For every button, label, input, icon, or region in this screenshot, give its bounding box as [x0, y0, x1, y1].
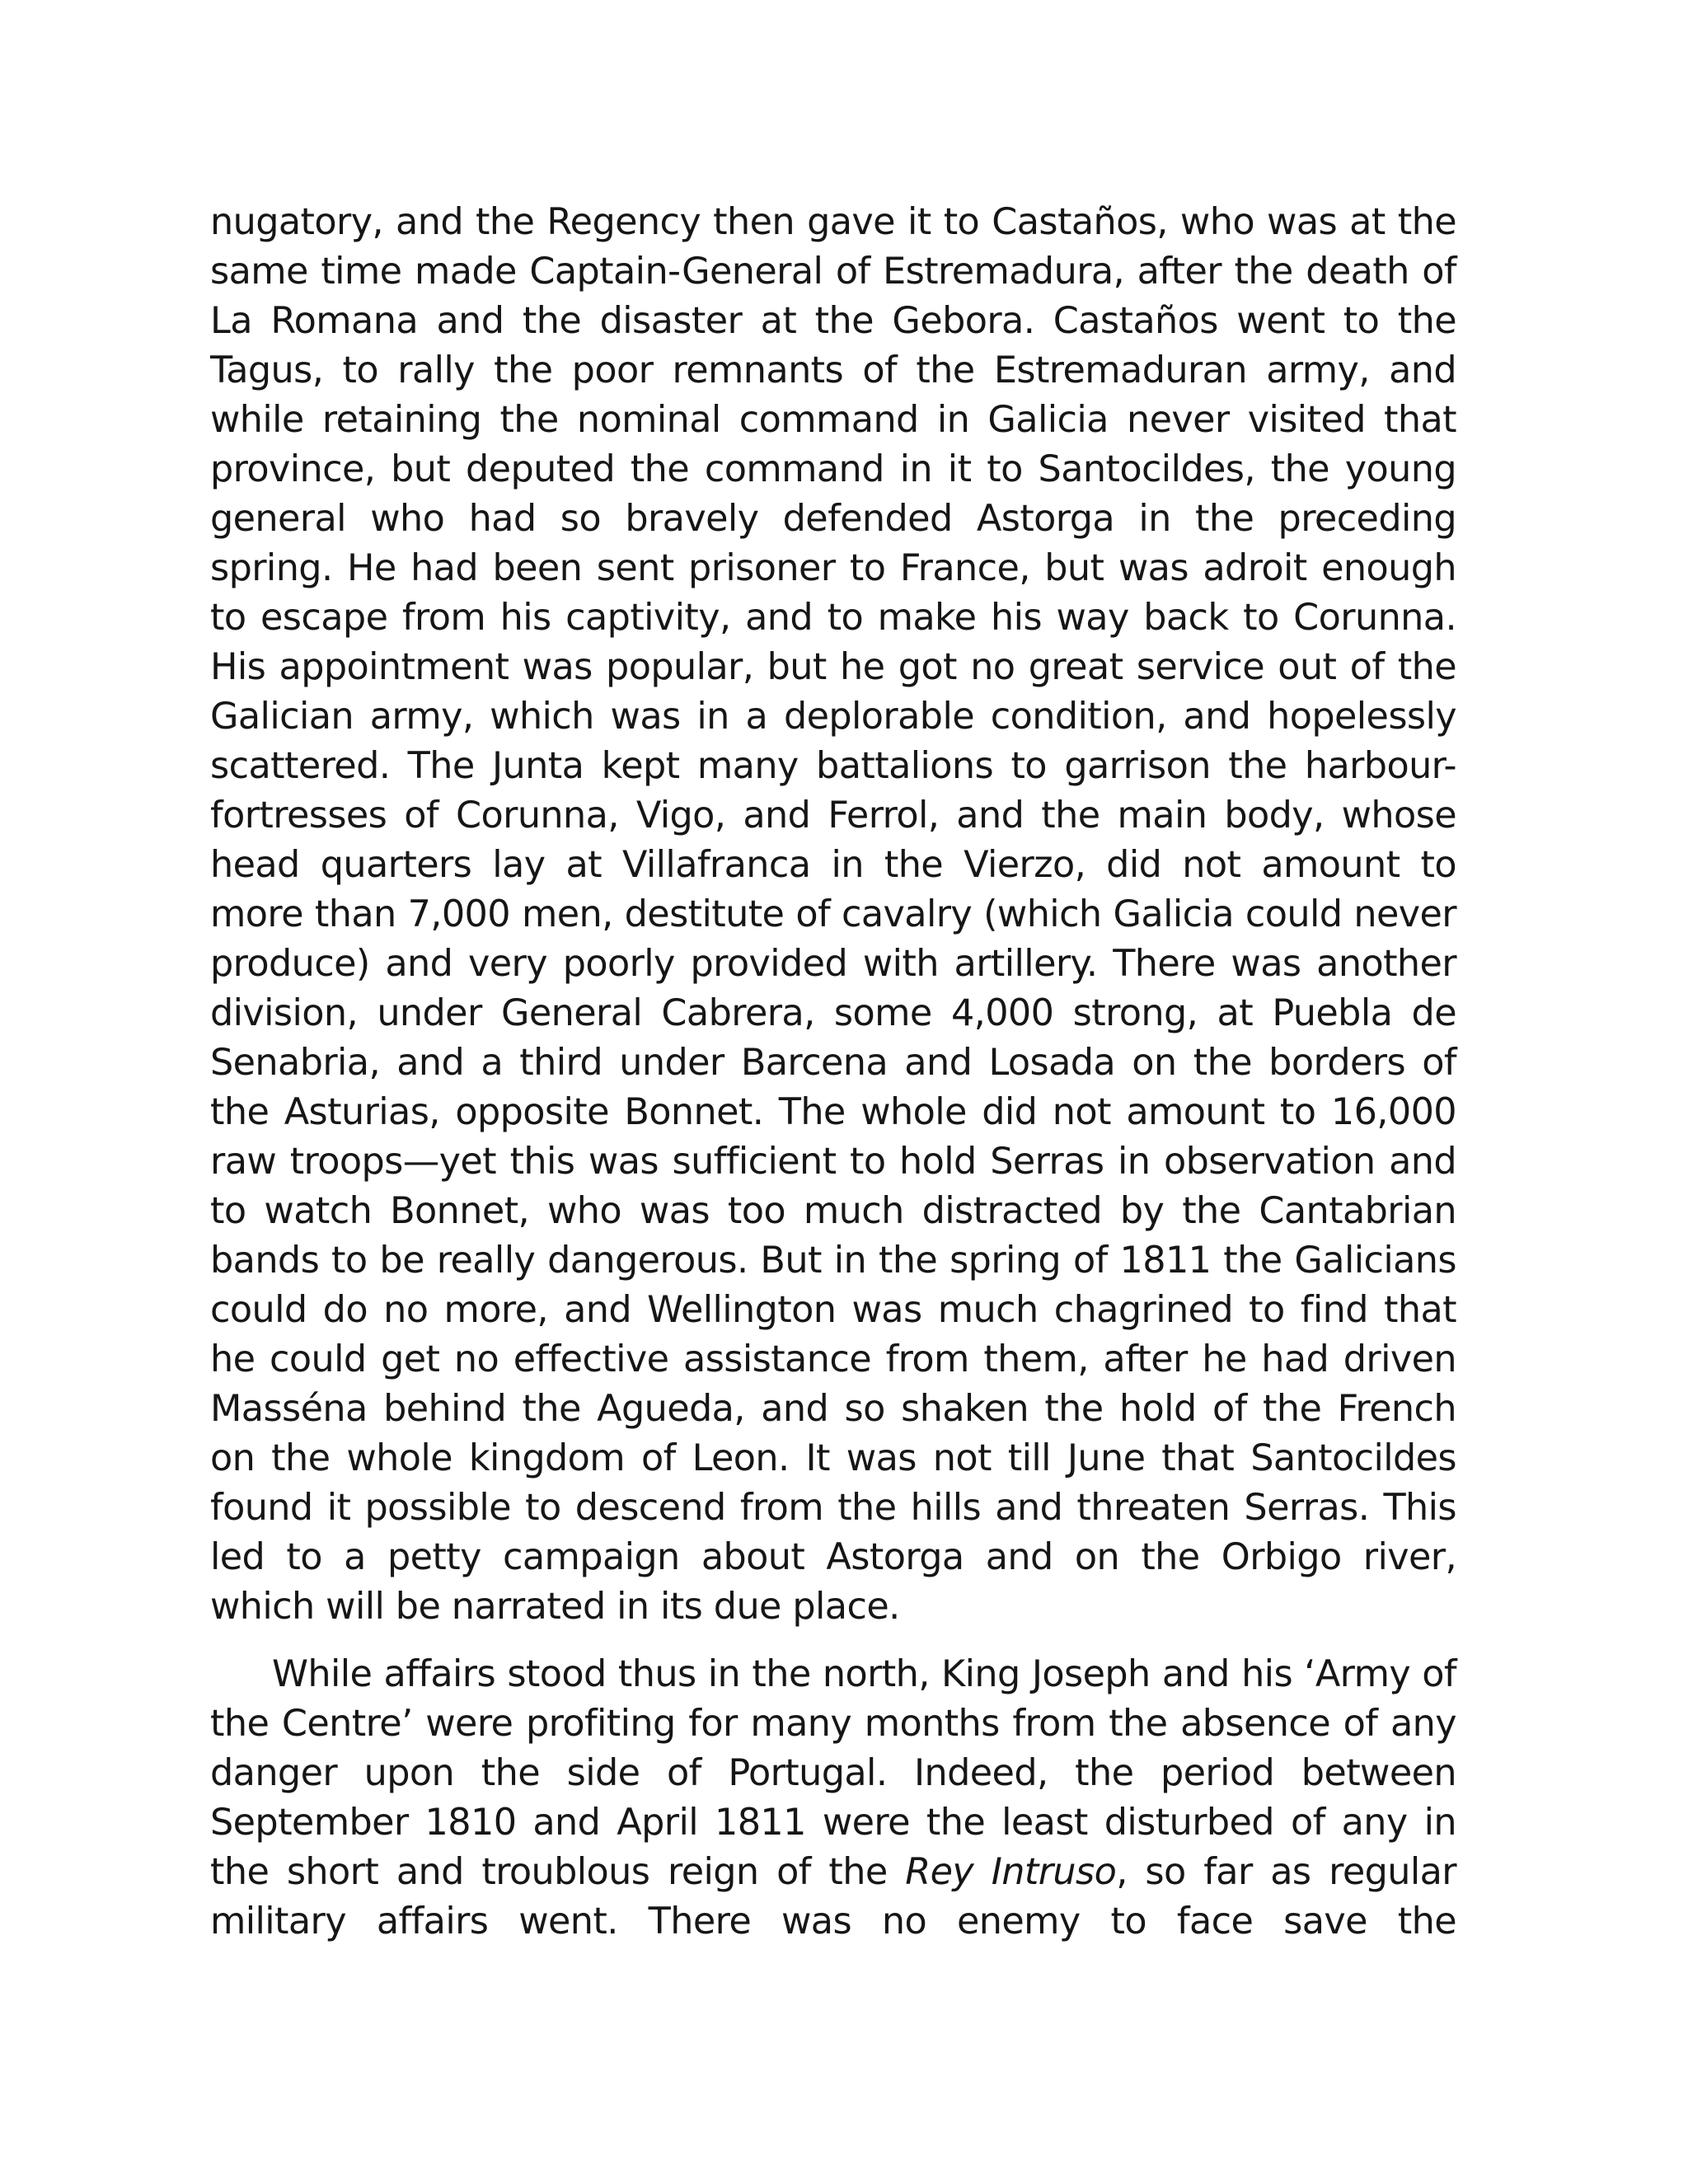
paragraph-1: nugatory, and the Regency then gave it to Castaños, who was at the same time made Captain-General of Estremadura, after the death of La Romana and the disaster at the Gebora. Castaños went to the Tagus, to rally the poor remnants of the Estremaduran army, and while retaining the nominal command in Galicia never visited that province, but deputed the command in it to Santocildes, the young general who had so bravely defended Astorga in the preceding spring. He had been sent prisoner to France, but was adroit enough to escape from his captivity, and to make his way back to Corunna. His appointment was popular, but he got no great service out of the Galician army, which was in a deplorable condition, and hopelessly scattered. The Junta kept many battalions to garrison the harbour-fortresses of Corunna, Vigo, and Ferrol, and the main body, whose head quarters lay at Villafranca in the Vierzo, did not amount to more than 7,000 men, destitute of cavalry (which Galicia could never produce) and very poorly provided with artillery. There was another division, under General Cabrera, some 4,000 strong, at Puebla de Senabria, and a third under Barcena and Losada on the borders of the Asturias, opposite Bonnet. The whole did not amount to 16,000 raw troops—yet this was sufficient to hold Serras in observation and to watch Bonnet, who was too much distracted by the Cantabrian bands to be really dangerous. But in the spring of 1811 the Galicians could do no more, and Wellington was much chagrined to find that he could get no effective assistance from them, after he had driven Masséna behind the Agueda, and so shaken the hold of the French on the whole kingdom of Leon. It was not till June that Santocildes found it possible to descend from the hills and threaten Serras. This led to a petty campaign about Astorga and on the Orbigo river, which will be narrated in its due place. — [210, 201, 1456, 1628]
paragraph-2-text-end: , so far as regular military affairs went. There was no enemy to face save the — [210, 1851, 1456, 1943]
paragraph-2-text-start: While affairs stood thus in the north, King Joseph and his ‘Army of the Centre’ were profiting for many months from the absence of any danger upon the side of Portugal. Indeed, the period between September 1810 and April 1811 were the least disturbed of any in the short and troublous reign of the — [210, 1653, 1456, 1893]
page-body — [210, 198, 1456, 1947]
paragraph-2-italic-phrase: Rey Intruso — [905, 1851, 1117, 1893]
paragraph-2 — [210, 1650, 1456, 1947]
